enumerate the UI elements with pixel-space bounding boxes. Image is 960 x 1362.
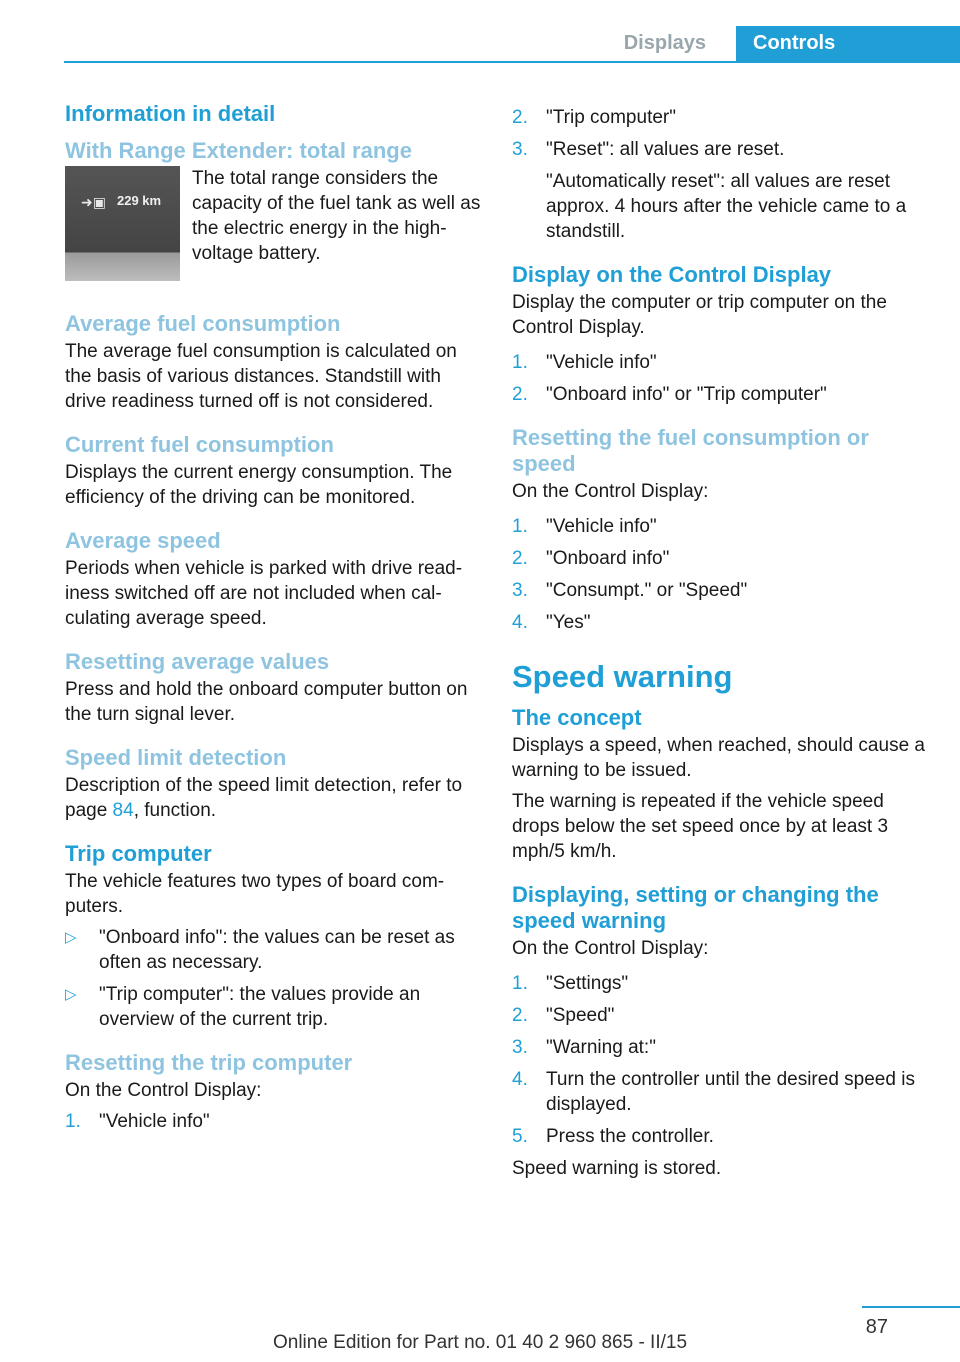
reset-fuel-steps [512,514,932,635]
list-item-subtext: "Automatically reset": all values are reset approx. 4 hours after the vehicle came to a standstill. [546,171,907,242]
triangle-bullet-icon: ▷ [65,929,77,946]
reset-fuel-heading: Resetting the fuel consumption or speed [512,425,869,476]
list-item [512,546,932,571]
step-number: 2. [512,548,528,569]
step-number: 3. [512,139,528,160]
range-section [65,166,485,281]
range-text: The total range considers the capacity of the fuel tank as well as the electric energy in the high-voltage battery. [192,168,481,264]
list-item [512,1067,932,1117]
speed-limit-heading: Speed limit detection [65,745,287,770]
reset-fuel-intro: On the Control Display: [512,481,709,502]
reset-trip-steps [65,1109,485,1134]
trip-text: The vehicle features two types of board com-puters. [65,871,445,917]
footer-edition [0,1332,960,1354]
header-rule [64,61,960,63]
cur-fuel-heading: Current fuel consumption [65,432,334,457]
concept-heading: The concept [512,705,642,730]
list-item [512,105,932,130]
setting-steps [512,971,932,1149]
setting-intro: On the Control Display: [512,938,709,959]
setting-heading: Displaying, setting or changing the speed warning [512,882,879,933]
step-number: 2. [512,384,528,405]
list-item [512,350,932,375]
step-number: 2. [512,1005,528,1026]
trip-heading: Trip computer [65,841,212,866]
list-item-text: "Onboard info" or "Trip computer" [546,384,827,405]
reset-avg-text: Press and hold the onboard computer button on the turn signal lever. [65,679,468,725]
list-item-text: Turn the controller until the desired speed is displayed. [546,1069,915,1115]
concept-text-2: The warning is repeated if the vehicle speed drops below the set speed once by at least 3 mph/5 km/h. [512,791,889,862]
reset-trip-heading: Resetting the trip computer [65,1050,353,1075]
list-item-text: "Reset": all values are reset. [546,139,785,160]
footer-rule [862,1306,960,1308]
header-tab-controls[interactable]: Controls [736,26,960,61]
list-item [512,971,932,996]
list-item [512,578,932,603]
list-item-text: "Onboard info" [546,548,670,569]
page-title: Information in detail [65,101,276,126]
list-item-text: "Vehicle info" [546,352,657,373]
range-heading: With Range Extender: total range [65,138,412,163]
left-column [65,100,485,1141]
triangle-bullet-icon: ▷ [65,986,77,1003]
footer-edition-text: Online Edition for Part no. 01 40 2 960 865 - II/15 [272,1332,688,1353]
list-item-text: "Warning at:" [546,1037,656,1058]
trip-bullet-list [65,925,485,1032]
list-item [512,514,932,539]
header-tab-displays[interactable]: Displays [623,32,706,54]
list-item-text: "Consumpt." or "Speed" [546,580,748,601]
speed-limit-text [65,773,485,823]
page-number: 87 [865,1316,888,1338]
list-item-text: "Vehicle info" [99,1111,210,1132]
step-number: 1. [65,1111,81,1132]
step-number: 1. [512,973,528,994]
list-item-text: "Trip computer": the values provide an overview of the current trip. [99,984,421,1030]
list-item [512,1035,932,1060]
step-number: 5. [512,1126,528,1147]
list-item [512,610,932,635]
reset-trip-intro: On the Control Display: [65,1080,262,1101]
range-display-value: 229 km [117,193,162,208]
step-number: 4. [512,612,528,633]
list-item [65,925,485,975]
list-item [512,382,932,407]
list-item-text: "Onboard info": the values can be reset as often as necessary. [99,927,455,973]
fuel-plug-icon: ➜▣ [81,194,106,210]
list-item [512,137,932,244]
page-link-84[interactable]: 84 [112,800,134,821]
list-item-text: "Yes" [546,612,591,633]
list-item [65,1109,485,1134]
right-column [512,100,932,1181]
list-item [512,1003,932,1028]
avg-speed-text: Periods when vehicle is parked with drive read-iness switched off are not included when cal-culating average speed. [65,558,463,629]
cd-heading: Display on the Control Display [512,262,832,287]
cd-steps [512,350,932,407]
cur-fuel-text: Displays the current energy consumption. The efficiency of the driving can be monitored. [65,462,453,508]
step-number: 2. [512,107,528,128]
concept-text-1: Displays a speed, when reached, should cause a warning to be issued. [512,735,925,781]
reset-avg-heading: Resetting average values [65,649,330,674]
avg-fuel-heading: Average fuel consumption [65,311,341,336]
speed-limit-text-a: Description of the speed limit detection, refer to page [65,775,463,821]
list-item [512,1124,932,1149]
step-number: 4. [512,1069,528,1090]
setting-outro: Speed warning is stored. [512,1158,722,1179]
list-item-text: Press the controller. [546,1126,714,1147]
step-number: 3. [512,1037,528,1058]
list-item-text: "Speed" [546,1005,615,1026]
speed-warning-heading: Speed warning [512,659,733,694]
reset-trip-steps-continued [512,105,932,244]
list-item-text: "Vehicle info" [546,516,657,537]
list-item-text: "Trip computer" [546,107,676,128]
cd-text: Display the computer or trip computer on the Control Display. [512,292,887,338]
step-number: 1. [512,516,528,537]
step-number: 3. [512,580,528,601]
range-display-image [65,166,180,281]
avg-speed-heading: Average speed [65,528,221,553]
list-item [65,982,485,1032]
list-item-text: "Settings" [546,973,629,994]
speed-limit-text-b: , function. [133,800,217,821]
avg-fuel-text: The average fuel consumption is calculated on the basis of various distances. Standstill with drive readiness turned off is not considered. [65,341,457,412]
step-number: 1. [512,352,528,373]
